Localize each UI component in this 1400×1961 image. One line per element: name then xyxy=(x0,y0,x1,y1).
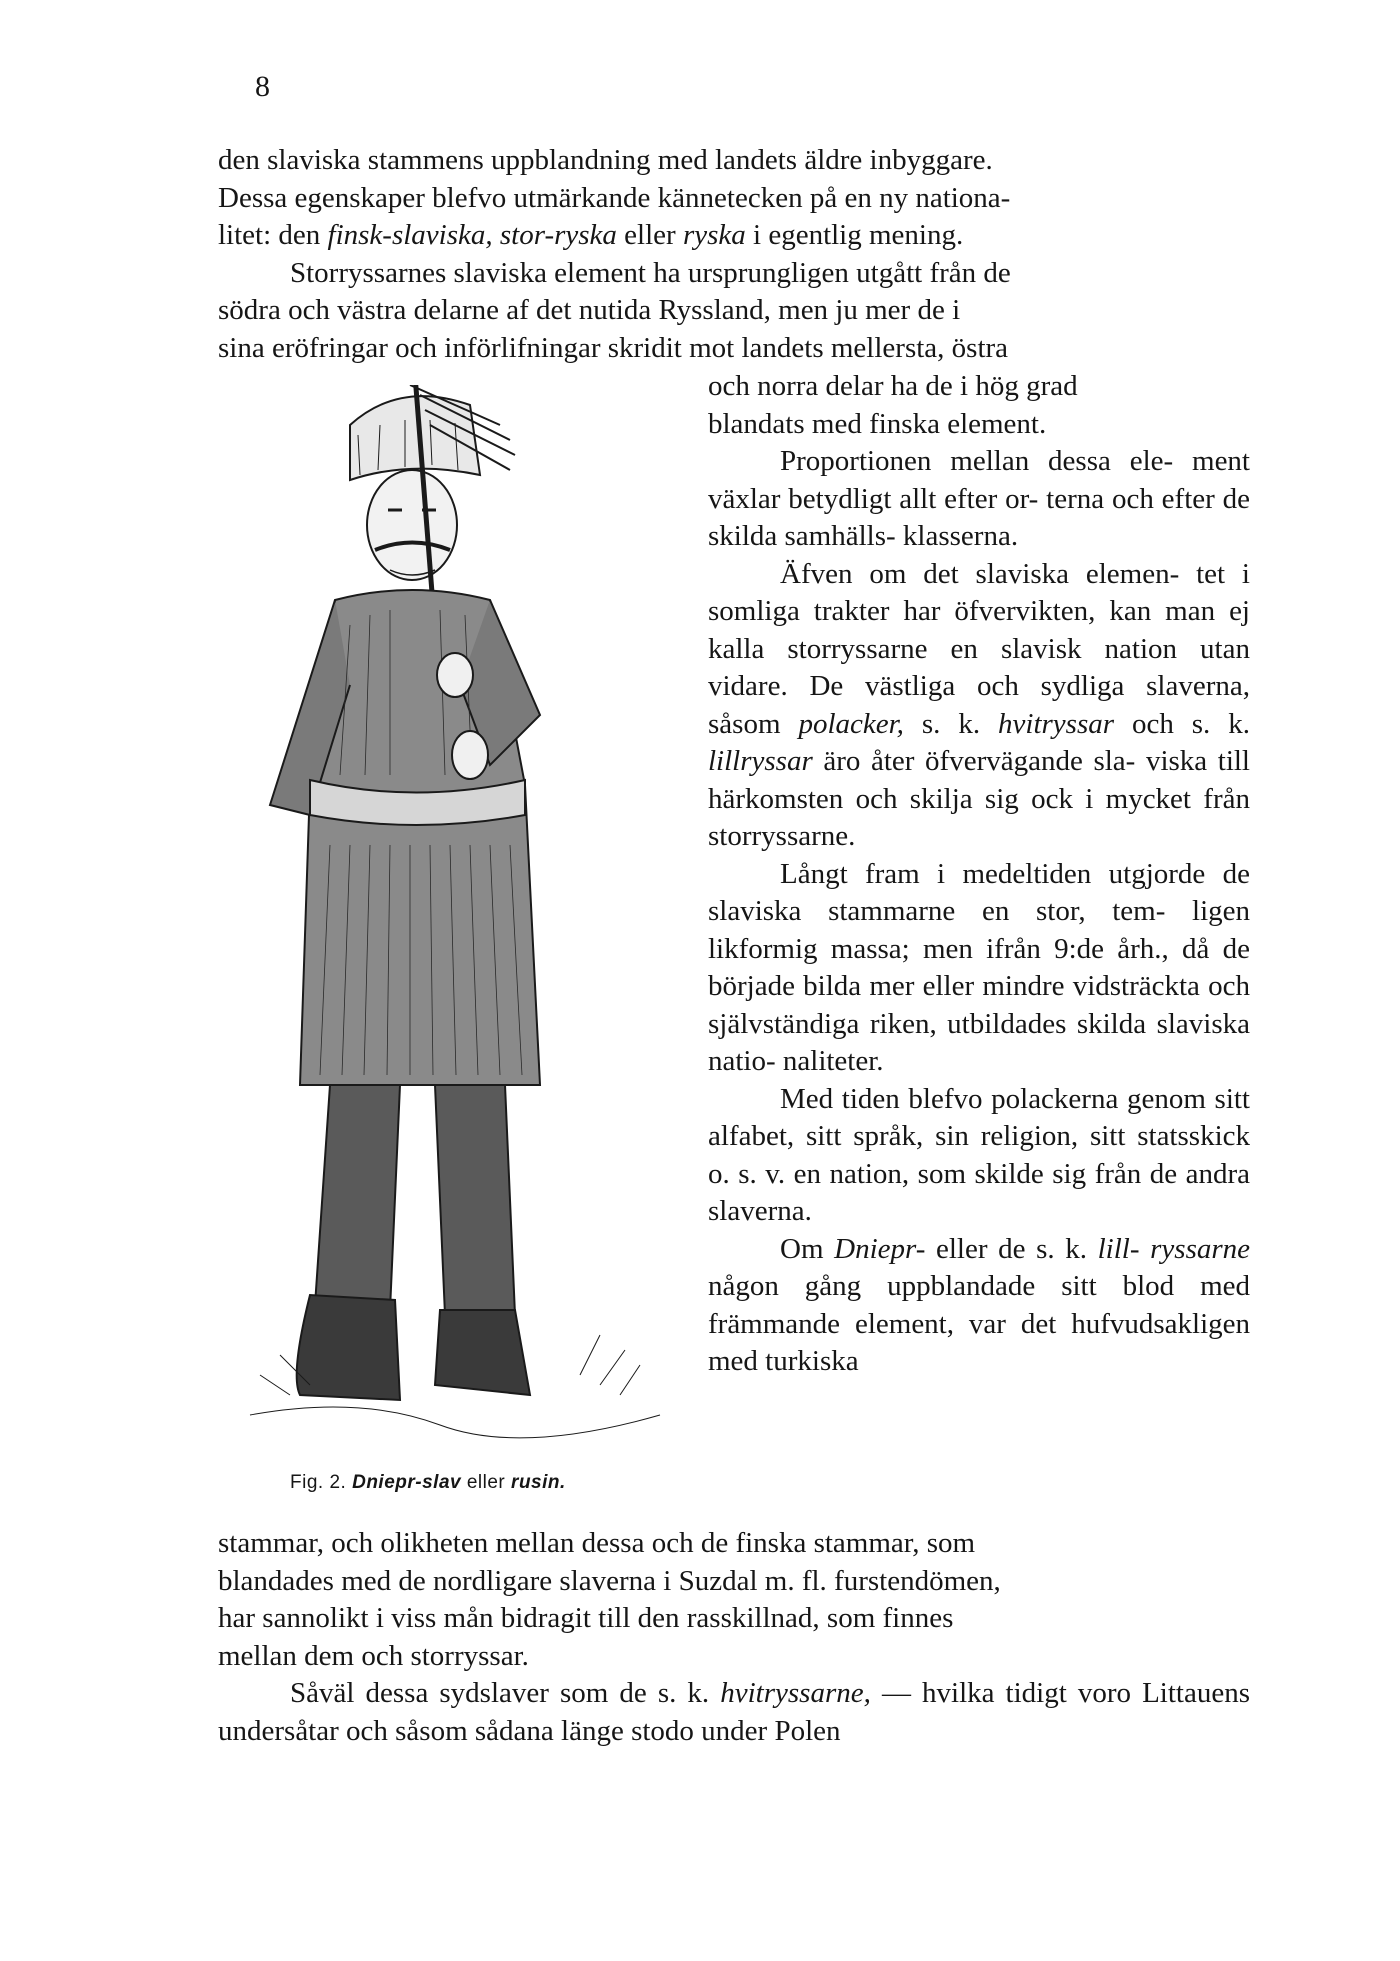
text-line: sina eröfringar och införlifningar skridit mot landets mellersta, östra xyxy=(218,331,1009,364)
text-run: eller de s. k. xyxy=(925,1232,1098,1265)
figure-caption xyxy=(290,1472,566,1494)
text-line: Storryssarnes slaviska element ha ursprungligen utgått från de xyxy=(290,256,1011,289)
text-run: och s. k. xyxy=(1114,707,1250,740)
text-line: och norra delar ha de i hög grad xyxy=(708,370,1078,402)
caption-prefix: Fig. 2. xyxy=(290,1472,347,1493)
italic-term: ryska xyxy=(682,219,746,251)
paragraph: Långt fram i medeltiden utgjorde de slaviska stammarne en stor, tem- ligen likformig massa; men ifrån 9:de årh., då de började bilda mer eller mindre vidsträckta och självständiga riken, utbildades skilda slaviska natio- naliteter. xyxy=(708,857,1250,1077)
text-line: den slaviska stammens uppblandning med landets äldre inbyggare. xyxy=(218,144,993,176)
text-run: äro åter öfvervägande sla- viska till härkomsten och skilja sig ock i mycket från storryssarne. xyxy=(708,745,1250,852)
text-line: mellan dem och storryssar. xyxy=(218,1639,529,1672)
paragraph: Proportionen mellan dessa ele- ment växlar betydligt allt efter or- terna och efter de skilda samhälls- klasserna. xyxy=(708,445,1250,552)
text-run: i egentlig mening. xyxy=(745,219,964,251)
caption-title: Dniepr-slav xyxy=(352,1472,462,1493)
italic-term: Dniepr- xyxy=(834,1232,926,1265)
italic-term: finsk-slaviska, xyxy=(327,219,493,251)
text-run: någon gång uppblandade sitt blod med främmande element, var det hufvudsakligen med turkiska xyxy=(708,1270,1250,1377)
italic-term: hvitryssar xyxy=(998,707,1115,740)
text-line xyxy=(218,217,1250,255)
text-run: litet: den xyxy=(218,219,328,251)
page-number: 8 xyxy=(255,70,270,103)
text-run: Äfven om det slaviska elemen- tet i somliga trakter har öfvervikten, kan man ej kalla storryssarne en slavisk nation utan vidare. De västliga och sydliga slaverna, såsom xyxy=(708,557,1250,740)
text-line: Dessa egenskaper blefvo utmärkande kännetecken på en ny nationa- xyxy=(218,181,1011,214)
caption-suffix: rusin. xyxy=(511,1472,566,1493)
text-line: stammar, och olikheten mellan dessa och de finska stammar, som xyxy=(218,1527,976,1559)
italic-term: stor-ryska xyxy=(499,219,617,251)
italic-term: lillryssar xyxy=(708,745,813,777)
text-column-right xyxy=(708,368,1250,1381)
text-line: blandades med de nordligare slaverna i Suzdal m. fl. furstendömen, xyxy=(218,1564,1001,1597)
paragraph xyxy=(708,556,1250,856)
paragraph xyxy=(708,1231,1250,1381)
italic-term: hvitryssarne, xyxy=(720,1677,871,1709)
caption-mid: eller xyxy=(461,1472,512,1493)
slav-peasant-illustration xyxy=(240,385,690,1485)
text-line: har sannolikt i viss mån bidragit till den rasskillnad, som finnes xyxy=(218,1602,954,1634)
text-run: s. k. xyxy=(903,707,999,740)
paragraph: Med tiden blefvo polackerna genom sitt alfabet, sitt språk, sin religion, sitt statsskick o. s. v. en nation, som skilde sig från de andra slaverna. xyxy=(708,1082,1250,1227)
text-block-bottom xyxy=(218,1525,1250,1750)
italic-term: lill- ryssarne xyxy=(1097,1232,1251,1265)
text-block-top xyxy=(218,142,1250,367)
text-line: blandats med finska element. xyxy=(708,407,1047,440)
text-line: södra och västra delarne af det nutida Ryssland, men ju mer de i xyxy=(218,294,961,326)
text-run: Om xyxy=(780,1232,835,1265)
paragraph xyxy=(218,1675,1250,1750)
italic-term: polacker, xyxy=(798,707,904,740)
figure-illustration xyxy=(240,385,690,1485)
text-run xyxy=(493,219,500,251)
text-run: — hvilka tidigt voro Littauens undersåtar och såsom sådana länge stodo under Polen xyxy=(218,1677,1250,1747)
text-run: Såväl dessa sydslaver som de s. k. xyxy=(290,1677,721,1709)
text-run: eller xyxy=(616,219,683,251)
